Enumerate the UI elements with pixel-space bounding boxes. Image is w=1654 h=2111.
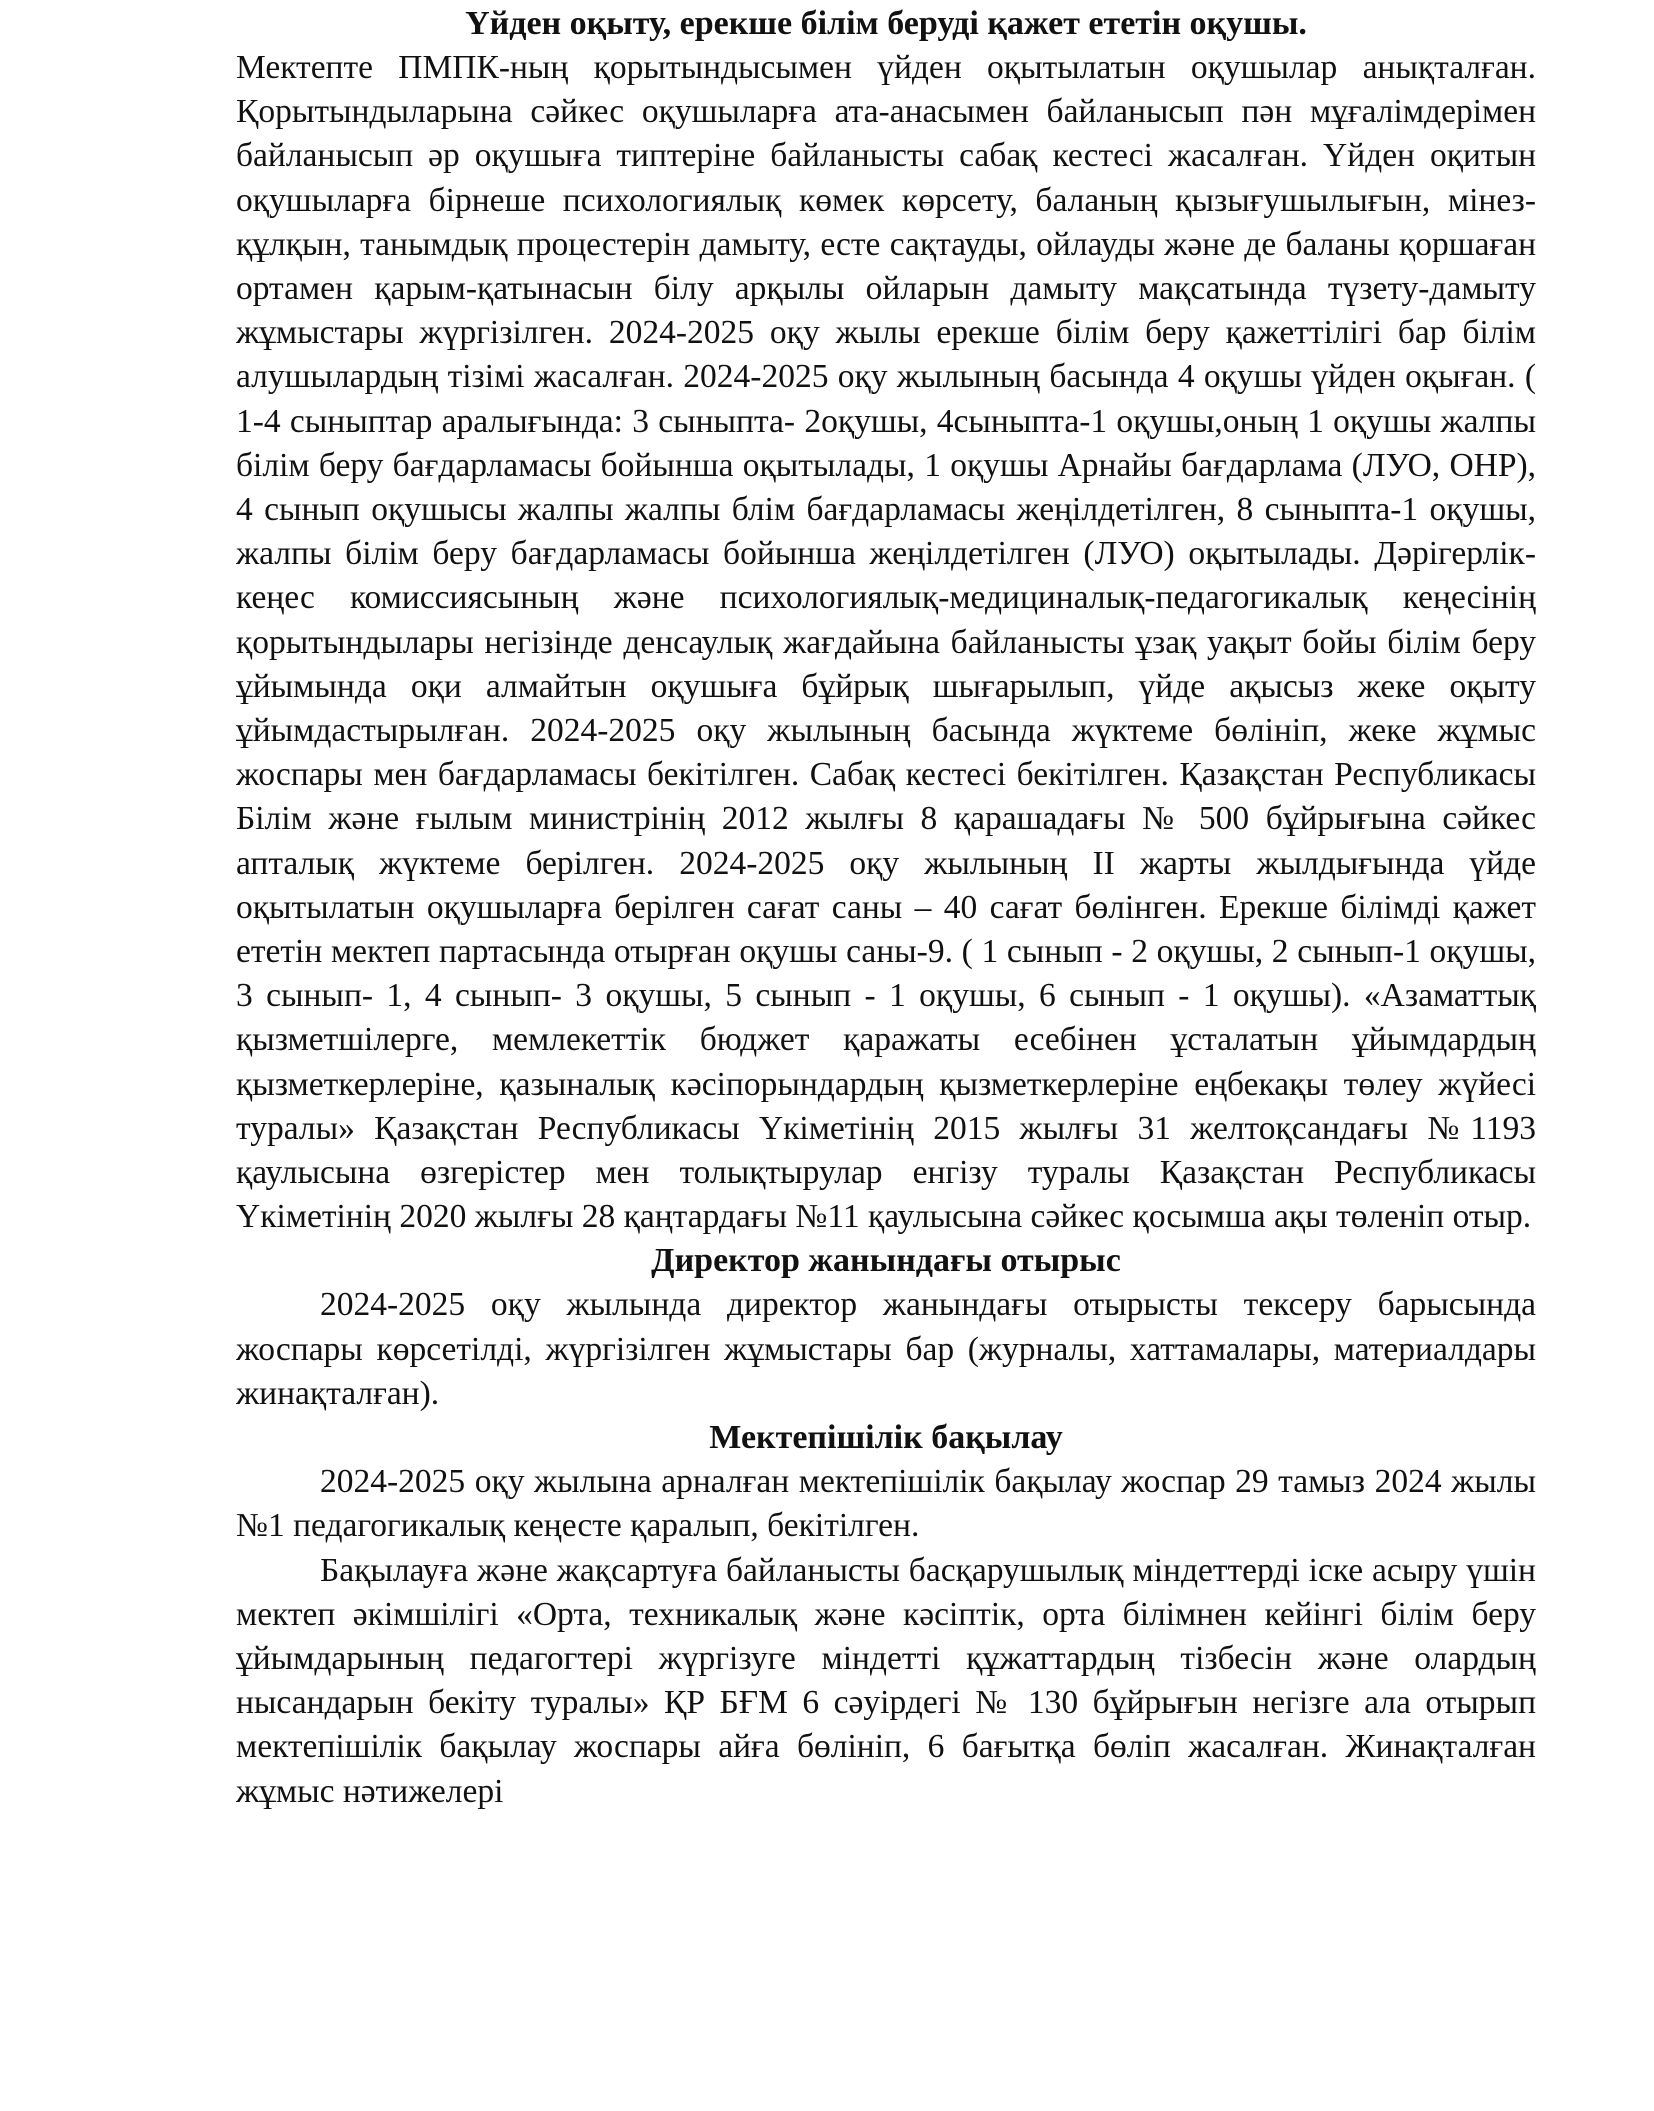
document-page <box>236 0 1536 2111</box>
paragraph-home-schooling: Мектепте ПМПК-ның қорытындысымен үйден оқытылатын оқушылар анықталған. Қорытындыларына сәйкес оқушыларға ата-анасымен байланысып пән мұғалімдерімен байланысып әр оқушыға типтеріне байланысты сабақ кестесі жасалған. Үйден оқитын оқушыларға бірнеше психологиялық көмек көрсету, баланың қызығушылығын, мінез-құлқын, танымдық процестерін дамыту, есте сақтауды, ойлауды және де баланы қоршаған ортамен қарым-қатынасын білу арқылы ойларын дамыту мақсатында түзету-дамыту жұмыстары жүргізілген. 2024-2025 оқу жылы ерекше білім беру қажеттілігі бар білім алушылардың тізімі жасалған. 2024-2025 оқу жылының басында 4 оқушы үйден оқыған. ( 1-4 сыныптар аралығында: 3 сыныпта- 2оқушы, 4сыныпта-1 оқушы,оның 1 оқушы жалпы білім беру бағдарламасы бойынша оқытылады, 1 оқушы Арнайы бағдарлама (ЛУО, ОНР), 4 сынып оқушысы жалпы жалпы блім бағдарламасы жеңілдетілген, 8 сыныпта-1 оқушы, жалпы білім беру бағдарламасы бойынша жеңілдетілген (ЛУО) оқытылады. Дәрігерлік-кеңес комиссиясының және психологиялық-медициналық-педагогикалық кеңесінің қорытындылары негізінде денсаулық жағдайына байланысты ұзақ уақыт бойы білім беру ұйымында оқи алмайтын оқушыға бұйрық шығарылып, үйде ақысыз жеке оқыту ұйымдастырылған. 2024-2025 оқу жылының басында жүктеме бөлініп, жеке жұмыс жоспары мен бағдарламасы бекітілген. Сабақ кестесі бекітілген. Қазақстан Республикасы Білім және ғылым министрінің 2012 жылғы 8 қарашадағы № 500 бұйрығына сәйкес апталық жүктеме берілген. 2024-2025 оқу жылының ІІ жарты жылдығында үйде оқытылатын оқушыларға берілген сағат саны – 40 сағат бөлінген. Ерекше білімді қажет ететін мектеп партасында отырған оқушы саны-9. ( 1 сынып - 2 оқушы, 2 сынып-1 оқушы, 3 сынып- 1, 4 сынып- 3 оқушы, 5 сынып - 1 оқушы, 6 сынып - 1 оқушы). «Азаматтық қызметшілерге, мемлекеттік бюджет қаражаты есебінен ұсталатын ұйымдардың қызметкерлеріне, қазыналық кәсіпорындардың қызметкерлеріне еңбекақы төлеу жүйесі туралы» Қазақстан Республикасы Үкіметінің 2015 жылғы 31 желтоқсандағы №1193 қаулысына өзгерістер мен толықтырулар енгізу туралы Қазақстан Республикасы Үкіметінің 2020 жылғы 28 қаңтардағы №11 қаулысына сәйкес қосымша ақы төленіп отыр. <box>236 49 1536 1236</box>
paragraph-director-meeting: 2024-2025 оқу жылында директор жанындағы отырысты тексеру барысында жоспары көрсетілді, жүргізілген жұмыстары бар (журналы, хаттамалары, материалдары жинақталған). <box>236 1286 1536 1412</box>
paragraph-internal-control-tasks: Бақылауға және жақсартуға байланысты басқарушылық міндеттерді іске асыру үшін мектеп әкімшілігі «Орта, техникалық және кәсіптік, орта білімнен кейінгі білім беру ұйымдарының педагогтері жүргізуге міндетті құжаттардың тізбесін және олардың нысандарын бекіту туралы» ҚР БҒМ 6 сәуірдегі № 130 бұйрығын негізге ала отырып мектепішілік бақылау жоспары айға бөлініп, 6 бағытқа бөліп жасалған. Жинақталған жұмыс нәтижелері <box>236 1551 1536 1810</box>
section-heading-home-schooling: Үйден оқыту, ерекше білім беруді қажет ететін оқушы. <box>465 5 1307 42</box>
section-heading-internal-control: Мектепішілік бақылау <box>709 1419 1063 1457</box>
section-heading-director-meeting: Директор жанындағы отырыс <box>651 1242 1121 1280</box>
paragraph-internal-control-plan: 2024-2025 оқу жылына арналған мектепішілік бақылау жоспар 29 тамыз 2024 жылы №1 педагогикалық кеңесте қаралып, бекітілген. <box>236 1463 1536 1545</box>
